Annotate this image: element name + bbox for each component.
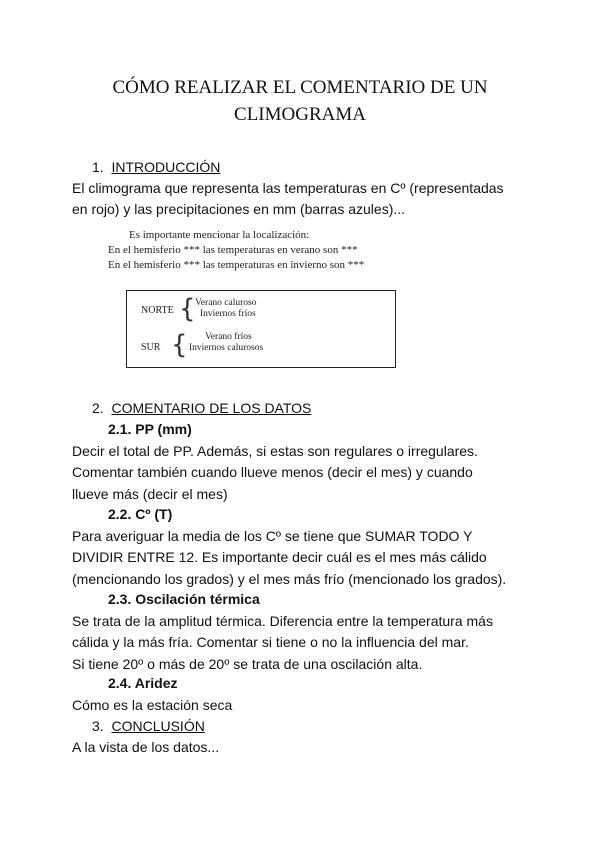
note-line-1: Es importante mencionar la localización: (129, 229, 310, 241)
norte-item: Verano caluroso (195, 298, 257, 308)
section-heading-intro (92, 157, 220, 178)
norte-item: Inviernos fríos (200, 309, 256, 319)
section-number: 1. (92, 159, 104, 175)
subheading-pp: 2.1. PP (mm) (108, 421, 192, 437)
brace-icon: { (179, 294, 196, 324)
text-line: en rojo) y las precipitaciones en mm (barras azules)... (72, 201, 406, 218)
oscilacion-paragraph (72, 611, 542, 675)
brace-icon: { (171, 330, 188, 360)
section-title: INTRODUCCIÓN (111, 159, 221, 175)
subheading-aridez: 2.4. Aridez (108, 675, 178, 691)
document-title (0, 74, 600, 128)
text-line: Para averiguar la media de los Cº se tiene que SUMAR TODO Y (72, 528, 473, 544)
text-line: Cómo es la estación seca (72, 697, 233, 713)
section-number: 3. (92, 718, 104, 734)
section-title: COMENTARIO DE LOS DATOS (111, 400, 312, 416)
title-line-2: CLIMOGRAMA (234, 104, 366, 125)
conclusion-paragraph (72, 737, 542, 758)
text-line: DIVIDIR ENTRE 12. Es importante decir cuál es el mes más cálido (72, 549, 487, 566)
aridez-paragraph (72, 695, 542, 716)
text-line: Si tiene 20º o más de 20º se trata de una oscilación alta. (72, 655, 423, 672)
text-line: Se trata de la amplitud térmica. Diferencia entre la temperatura más (72, 613, 493, 629)
pp-paragraph (72, 441, 542, 505)
text-line: llueve más (decir el mes) (72, 485, 228, 502)
section-heading-conclusion (92, 716, 205, 737)
text-line: cálida y la más fría. Comentar si tiene o no la influencia del mar. (72, 634, 469, 651)
sur-item: Inviernos calurosos (189, 343, 264, 353)
sur-label: SUR (141, 342, 161, 353)
text-line: Decir el total de PP. Además, si estas son regulares o irregulares. (72, 443, 478, 459)
text-line: (mencionando los grados) y el mes más frío (mencionado los grados). (72, 570, 507, 587)
note-line-3: En el hemisferio *** las temperaturas en invierno son *** (108, 259, 365, 271)
section-title: CONCLUSIÓN (111, 718, 205, 734)
title-line-1: CÓMO REALIZAR EL COMENTARIO DE UN (112, 77, 488, 98)
subheading-temp: 2.2. Cº (T) (108, 506, 173, 522)
note-line-2: En el hemisferio *** las temperaturas en verano son *** (108, 244, 358, 256)
sur-item: Verano fríos (205, 332, 252, 342)
subheading-oscilacion: 2.3. Oscilación térmica (108, 591, 260, 607)
text-line: El climograma que representa las temperaturas en Cº (representadas (72, 180, 504, 196)
section-number: 2. (92, 400, 104, 416)
text-line: Comentar también cuando llueve menos (decir el mes) y cuando (72, 464, 473, 481)
temp-paragraph (72, 526, 542, 590)
norte-label: NORTE (141, 305, 174, 316)
text-line: A la vista de los datos... (72, 739, 220, 755)
intro-paragraph (72, 178, 542, 221)
section-heading-datos (92, 398, 311, 419)
hemisphere-box (126, 290, 396, 368)
